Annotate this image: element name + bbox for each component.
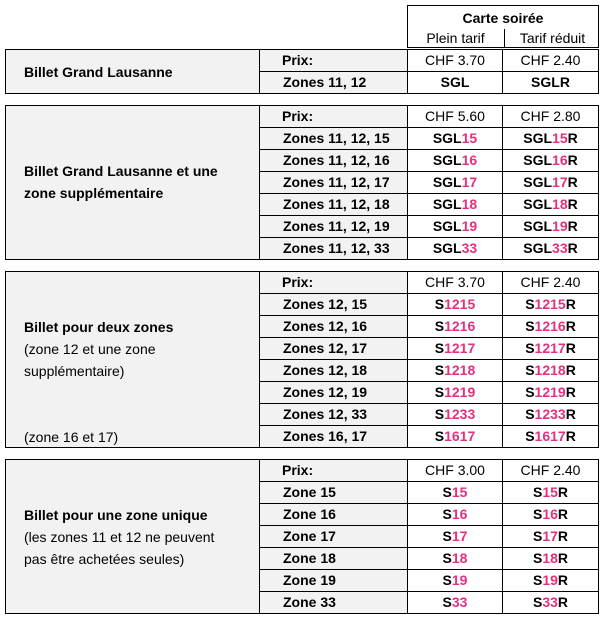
zone-label: Zones 12, 18 [260, 360, 408, 381]
code-reduced: S1218R [525, 362, 576, 378]
code-full: SGL17 [408, 172, 503, 193]
zone-label: Zone 18 [260, 548, 408, 569]
zone-label: Zones 16, 17 [260, 426, 408, 447]
table-row [260, 525, 598, 547]
price-row [260, 272, 598, 294]
price-label: Prix: [260, 50, 408, 72]
zone-label: Zone 16 [260, 504, 408, 525]
table-row [260, 403, 598, 425]
code-reduced: SGLR [531, 74, 570, 90]
code-reduced: SGL33R [523, 240, 578, 256]
zone-label: Zone 33 [260, 592, 408, 613]
zone-label: Zones 11, 12, 33 [260, 238, 408, 259]
code-full: S15 [408, 482, 503, 503]
table-row [260, 381, 598, 403]
code-reduced: S19R [532, 572, 569, 588]
code-full: SGL33 [408, 238, 503, 259]
price-reduced: CHF 2.40 [520, 462, 581, 478]
price-full: CHF 3.70 [408, 50, 503, 72]
zone-label: Zones 12, 15 [260, 294, 408, 315]
code-full: S1215 [408, 294, 503, 315]
code-full: S1617 [408, 426, 503, 447]
ticket-title: Billet Grand Lausanne et une [24, 163, 218, 179]
code-reduced: S1233R [525, 406, 576, 422]
code-reduced: S18R [532, 550, 569, 566]
code-reduced: SGL17R [523, 174, 578, 190]
table-row [260, 337, 598, 359]
price-full: CHF 5.60 [408, 106, 503, 128]
ticket-note-line2: pas être achetées seules) [24, 551, 185, 567]
table-row [260, 171, 598, 193]
ticket-description [6, 50, 260, 93]
header-full-fare: Plein tarif [426, 30, 485, 46]
price-full: CHF 3.70 [408, 272, 503, 294]
zone-label: Zones 12, 33 [260, 404, 408, 425]
ticket-block-grand-lausanne [5, 49, 599, 94]
zone-label: Zones 12, 19 [260, 382, 408, 403]
code-reduced: S33R [532, 594, 569, 610]
ticket-title: Billet pour deux zones [24, 319, 174, 335]
code-reduced: S17R [532, 528, 569, 544]
table-row [260, 215, 598, 237]
code-full: S18 [408, 548, 503, 569]
price-reduced: CHF 2.40 [520, 52, 581, 68]
code-reduced: SGL19R [523, 218, 578, 234]
table-row [260, 547, 598, 569]
code-reduced: S15R [532, 484, 569, 500]
code-full: S17 [408, 526, 503, 547]
table-row [260, 591, 598, 613]
zone-label: Zones 11, 12, 16 [260, 150, 408, 171]
ticket-description [6, 272, 260, 447]
code-reduced: SGL15R [523, 130, 578, 146]
code-reduced: S1216R [525, 318, 576, 334]
table-row [260, 503, 598, 525]
ticket-description [6, 106, 260, 259]
price-row [260, 50, 598, 72]
zone-label: Zone 17 [260, 526, 408, 547]
price-full: CHF 3.00 [408, 460, 503, 482]
zone-label: Zone 19 [260, 570, 408, 591]
code-full: S1216 [408, 316, 503, 337]
code-full: SGL15 [408, 128, 503, 149]
code-reduced: S1617R [525, 428, 576, 444]
zone-label: Zones 11, 12, 19 [260, 216, 408, 237]
zone-label: Zones 11, 12, 15 [260, 128, 408, 149]
zone-label: Zones 12, 17 [260, 338, 408, 359]
table-row [260, 127, 598, 149]
code-full: SGL16 [408, 150, 503, 171]
table-row [260, 293, 598, 315]
table-row [260, 149, 598, 171]
zone-label: Zones 11, 12, 18 [260, 194, 408, 215]
code-reduced: SGL18R [523, 196, 578, 212]
price-reduced: CHF 2.40 [520, 274, 581, 290]
fare-table-header [407, 5, 599, 48]
zone-label: Zones 11, 12, 17 [260, 172, 408, 193]
code-full: S1217 [408, 338, 503, 359]
code-full: S33 [408, 592, 503, 613]
ticket-description [6, 460, 260, 613]
zone-label: Zones 11, 12 [260, 72, 408, 93]
header-reduced-fare: Tarif réduit [504, 29, 600, 48]
ticket-title: Billet Grand Lausanne [24, 64, 173, 80]
header-title: Carte soirée [462, 10, 544, 26]
code-full: SGL19 [408, 216, 503, 237]
ticket-block-grand-lausanne-plus-zone [5, 105, 599, 260]
zone-label: Zones 12, 16 [260, 316, 408, 337]
code-full: S1219 [408, 382, 503, 403]
code-full: S16 [408, 504, 503, 525]
ticket-block-two-zones [5, 271, 599, 448]
code-reduced: S1215R [525, 296, 576, 312]
ticket-title-line2: zone supplémentaire [24, 185, 164, 201]
ticket-note: (zone 12 et une zone [24, 341, 156, 357]
price-row [260, 460, 598, 482]
ticket-block-single-zone [5, 459, 599, 614]
code-full: S1218 [408, 360, 503, 381]
table-row [260, 237, 598, 259]
price-reduced: CHF 2.80 [520, 108, 581, 124]
table-row [260, 315, 598, 337]
code-full: S1233 [408, 404, 503, 425]
price-label: Prix: [260, 460, 408, 482]
table-row [260, 425, 598, 447]
code-reduced: S1217R [525, 340, 576, 356]
table-row [260, 193, 598, 215]
code-reduced: S16R [532, 506, 569, 522]
code-full: SGL [408, 72, 503, 93]
table-row [260, 481, 598, 503]
price-row [260, 106, 598, 128]
price-label: Prix: [260, 106, 408, 128]
ticket-note: (les zones 11 et 12 ne peuvent [24, 529, 215, 545]
ticket-note-16-17: (zone 16 et 17) [24, 429, 119, 445]
code-reduced: SGL16R [523, 152, 578, 168]
code-full: SGL18 [408, 194, 503, 215]
ticket-note-line2: supplémentaire) [24, 363, 125, 379]
code-full: S19 [408, 570, 503, 591]
table-row [260, 71, 598, 93]
table-row [260, 569, 598, 591]
code-reduced: S1219R [525, 384, 576, 400]
table-row [260, 359, 598, 381]
zone-label: Zone 15 [260, 482, 408, 503]
ticket-title: Billet pour une zone unique [24, 507, 208, 523]
price-label: Prix: [260, 272, 408, 294]
